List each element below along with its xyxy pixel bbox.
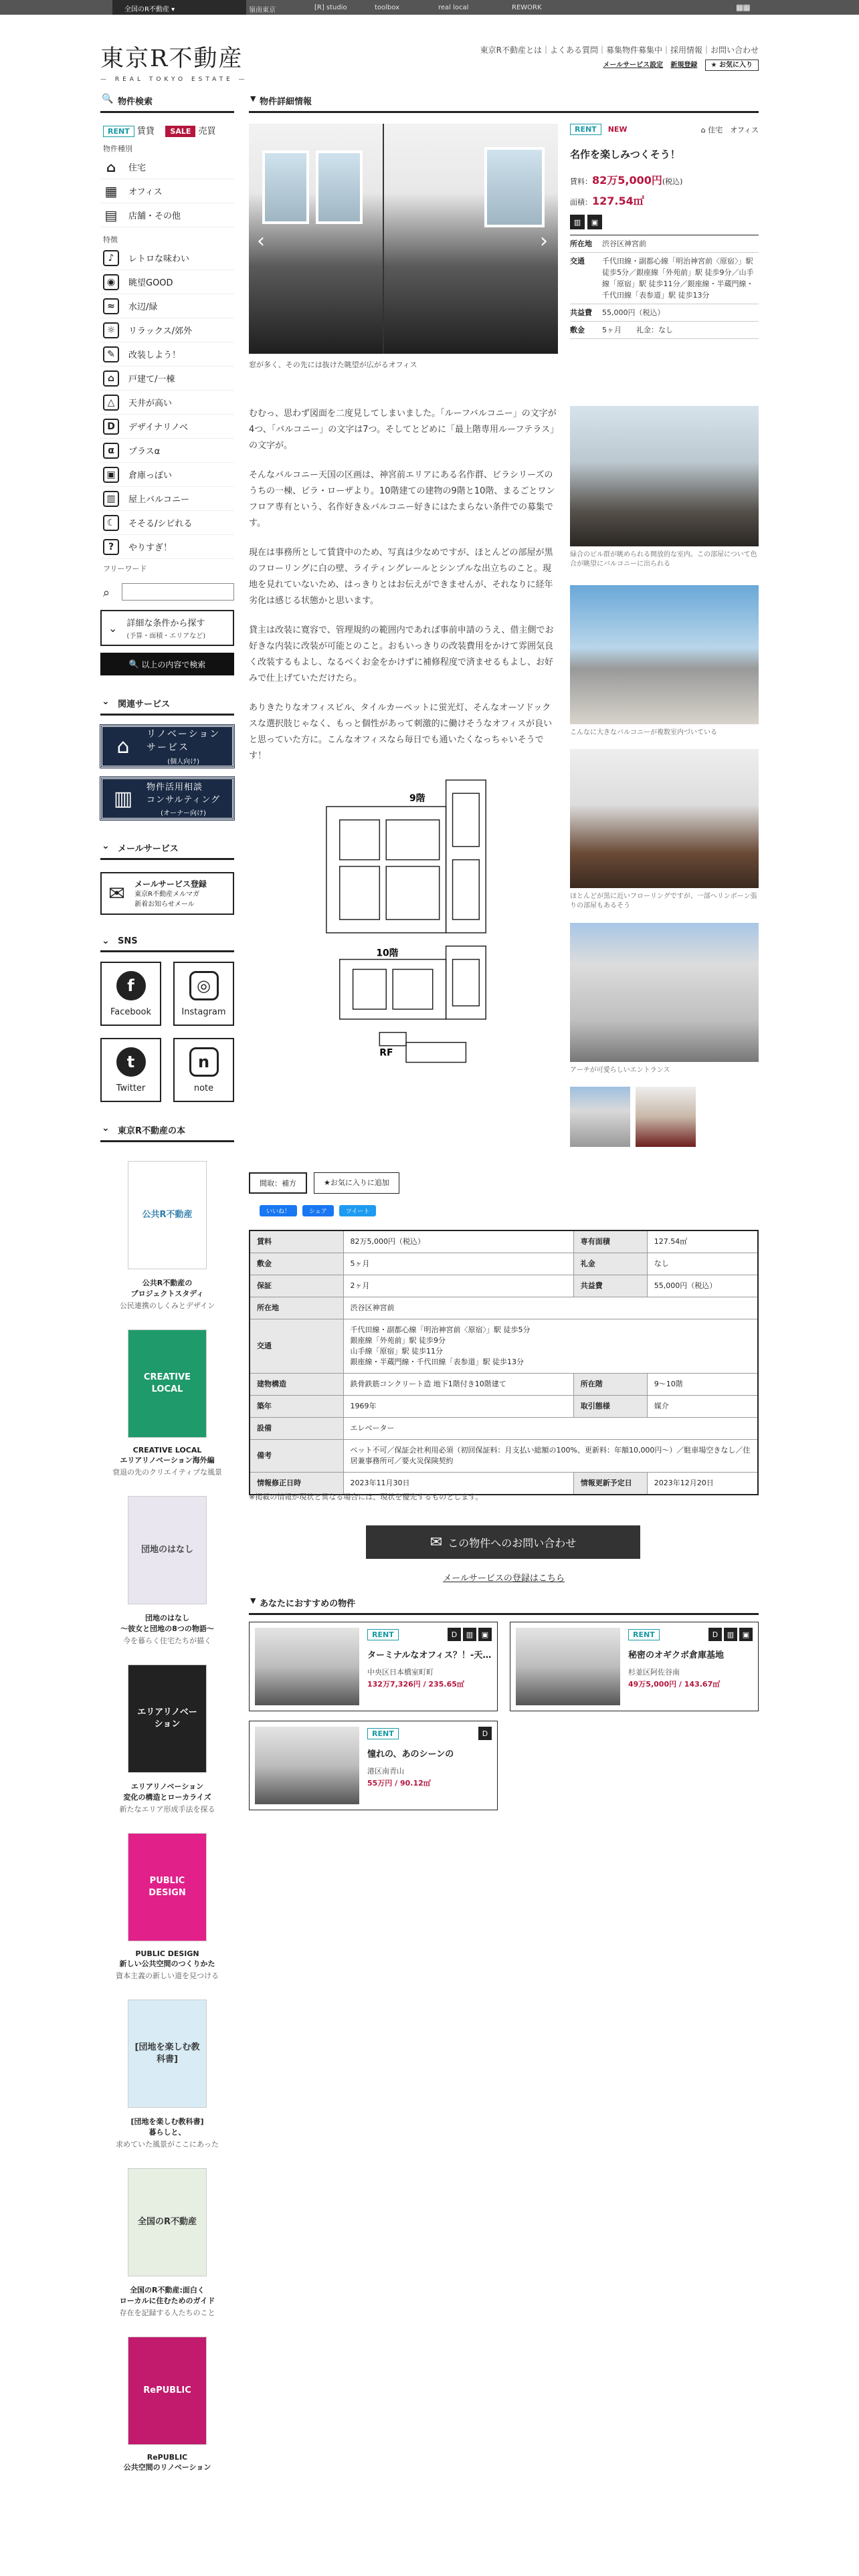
side-photo[interactable] [570, 406, 759, 569]
book-title: 全国のR不動産:面白く ローカルに住むためのガイド [119, 2286, 215, 2305]
sidebar-filter-item[interactable] [100, 179, 234, 203]
topbar-link[interactable]: 嶺南東京 [249, 7, 276, 14]
detail-value: 媒介 [647, 1396, 758, 1418]
filter-label: レトロな味わい [128, 254, 190, 264]
mail-heading: ⌄ メールサービス [100, 837, 234, 860]
photo-window [262, 150, 309, 224]
consult-sub: (オーナー向け) [161, 810, 206, 817]
mail-sub2: 新着お知らせメール [134, 900, 195, 908]
roof-floor-label: RF [379, 1047, 393, 1059]
register-link[interactable]: 新規登録 [670, 62, 698, 69]
detail-label: 所在地 [250, 1297, 343, 1319]
search-icon: ⌕ [103, 586, 110, 600]
topbar-link[interactable]: REWORK [512, 4, 542, 11]
description-paragraph: 現在は事務所として賃貸中のため、写真は少なめですが、ほとんどの部屋が黒のフローリングに白の壁、ライティングレールとシンプルな出立ちのこと。現地を見れていないため、はっきりとはお伝えができませんが、それなりに経年劣化は感じる状態かと思います。 [249, 548, 553, 606]
filter-label: やりすぎ！ [128, 543, 173, 553]
recommend-address: 中央区日本橋室町町 [367, 1668, 434, 1677]
chevron-right-icon[interactable]: › [540, 229, 548, 253]
description-paragraph: 貸主は改装に寛容で、管理規約の範囲内であれば事前申請のうえ、借主側でお好きな内装に改装が可能とのこと。おもいっきりの改装費用をかけて雰囲気良く改装するもよし、なるべくお金をかけずに補修程度で済ませるもよし、お好みで仕上げていただけたら。 [249, 625, 554, 683]
action-buttons [249, 1172, 399, 1194]
facebook-icon: f [116, 971, 146, 1000]
recommend-icons [708, 1628, 753, 1641]
filter-icon: D [103, 419, 119, 435]
description-paragraph: そんなバルコニー天国の区画は、神宮前エリアにある名作群、ビラシリーズのうちの一棟、ビラ・ローザより。10階建ての建物の9階と10階、まるごとワンフロア専有という、名作好き＆バルコニー好きにはたまらない条件での募集です。 [249, 470, 555, 528]
key-row [570, 322, 759, 339]
recommend-card[interactable] [249, 1622, 498, 1711]
type-list [100, 155, 234, 227]
site-logo[interactable]: 東京R不動産 — REAL TOKYO ESTATE — [100, 45, 248, 83]
recommend-card[interactable] [510, 1622, 759, 1711]
header-nav[interactable]: 東京R不動産とは｜よくある質問｜募集物件募集中｜採用情報｜お問い合わせ [480, 45, 759, 55]
topbar-link[interactable]: toolbox [375, 4, 400, 11]
recommend-title: 憧れの、あのシーンの [367, 1749, 454, 1759]
filter-label: 改装しよう！ [128, 350, 181, 360]
chevron-down-icon: ▼ [250, 94, 256, 103]
floor-plan[interactable] [312, 772, 506, 1067]
mail-sub1: 東京R不動産メルマガ [134, 890, 200, 898]
key-info-table [570, 235, 759, 339]
sidebar-filter-item[interactable] [100, 318, 234, 342]
sidebar-filter-item[interactable] [100, 511, 234, 535]
detail-row [250, 1374, 758, 1396]
book-item[interactable] [100, 1665, 234, 1814]
type-label: 物件種別 [103, 144, 132, 153]
rent-badge: RENT [628, 1629, 660, 1640]
detail-value: 渋谷区神宮前 [343, 1297, 758, 1319]
rent-badge: RENT [570, 124, 601, 135]
advanced-title: 詳細な条件から探す [126, 619, 205, 629]
contact-button[interactable]: ✉ この物件へのお問い合わせ [366, 1525, 640, 1559]
detail-row [250, 1253, 758, 1275]
detail-label: 敷金 [250, 1253, 343, 1275]
detail-value: 127.54㎡ [647, 1230, 758, 1253]
category-icon: ▣ [478, 1628, 492, 1641]
favorites-button[interactable]: ★ お気に入り [705, 60, 759, 71]
description-paragraph: ありきたりなオフィスビル、タイルカーペットに蛍光灯、そんなオーソドックスな選択肢じゃなく、もっと個性があって刺激的に働けそうなオフィスが良いと思っていた方に。こんなオフィスなら毎日でも通いたくなっちゃいそうです！ [249, 703, 553, 761]
filter-label: リラックス/郊外 [128, 326, 192, 336]
category-icon: ▥ [724, 1628, 737, 1641]
key-value: 55,000円（税込） [602, 308, 665, 317]
detail-row [250, 1418, 758, 1440]
sidebar-filter-item[interactable] [100, 415, 234, 439]
twitter-link[interactable] [100, 1038, 161, 1102]
book-subtitle: 公民連携のしくみとデザイン [119, 1301, 215, 1310]
detail-value: 1969年 [343, 1396, 573, 1418]
property-detail-table [249, 1230, 759, 1495]
like-button[interactable]: いいね！ [260, 1205, 297, 1216]
detail-label: 専有面積 [573, 1230, 647, 1253]
note-icon: n [189, 1047, 219, 1077]
detail-label: 備考 [250, 1440, 343, 1473]
filter-label: 戸建て/一棟 [128, 374, 175, 385]
key-value: 渋谷区神宮前 [602, 239, 646, 248]
book-cover: [団地を楽しむ教科書] [128, 2000, 207, 2108]
house-icon: ⌂ [116, 734, 130, 758]
grid-menu-icon[interactable]: ▦▦ [736, 3, 750, 12]
sns-label: Twitter [116, 1083, 146, 1093]
detail-label: 建物構造 [250, 1374, 343, 1396]
sidebar-filter-item[interactable] [100, 439, 234, 463]
sns-heading: ⌄ SNS [100, 932, 234, 952]
photo-gallery[interactable] [249, 124, 558, 354]
sidebar-filter-item[interactable] [100, 391, 234, 415]
category-label: ⌂ 住宅 オフィス [700, 125, 759, 134]
key-row [570, 253, 759, 304]
property-summary [570, 124, 759, 339]
price-line: 賃料：82万5,000円(税込) [570, 174, 683, 187]
book-item[interactable] [100, 1161, 234, 1311]
sidebar-filter-item[interactable] [100, 294, 234, 318]
category-icon: D [708, 1628, 722, 1641]
nationwide-menu[interactable]: 全国のR不動産 ▾ [112, 0, 246, 15]
book-subtitle: 新たなエリア形成手法を探る [119, 1805, 215, 1814]
book-subtitle: 求めていた風景がここにあった [116, 2140, 219, 2149]
filter-label: 住宅 [128, 163, 147, 173]
detail-row [250, 1440, 758, 1473]
detail-row [250, 1319, 758, 1374]
image-icon: ▣ [587, 215, 602, 229]
sidebar [100, 90, 234, 2474]
side-photo[interactable] [570, 585, 759, 738]
book-subtitle: 衰退の先のクリエイティブな風景 [112, 1468, 222, 1477]
global-topbar [0, 0, 859, 15]
book-cover: 団地のはなし [128, 1496, 207, 1604]
recommend-icons [448, 1628, 492, 1641]
filter-label: オフィス [128, 187, 163, 197]
photo-window [316, 150, 363, 224]
recommend-address: 杉並区阿佐谷南 [628, 1668, 680, 1677]
freeword-box [100, 582, 234, 603]
filter-icon: ▣ [103, 467, 119, 483]
instagram-icon: ◎ [189, 971, 219, 1000]
books-heading: ⌄ 東京R不動産の本 [100, 1119, 234, 1142]
category-icon: ▣ [739, 1628, 753, 1641]
sidebar-filter-item[interactable] [100, 270, 234, 294]
sidebar-filter-item[interactable] [100, 463, 234, 487]
filter-icon: ▦ [104, 183, 118, 199]
rent-tag[interactable]: RENT [103, 126, 134, 137]
area-value: 127.54㎡ [592, 195, 644, 207]
key-row [570, 235, 759, 253]
filter-icon: ? [103, 539, 119, 555]
detail-row [250, 1297, 758, 1319]
filter-label: 倉庫っぽい [128, 471, 173, 481]
sidebar-filter-item[interactable] [100, 342, 234, 366]
detail-value: 2023年12月20日 [647, 1473, 758, 1495]
rent-label[interactable]: 賃貸 [136, 126, 155, 136]
book-cover: エリアリノベーション [128, 1665, 207, 1773]
book-item[interactable] [100, 1496, 234, 1646]
thumbnail[interactable] [570, 1087, 630, 1147]
category-icon: D [448, 1628, 461, 1641]
key-value: 5ヶ月 礼金：なし [602, 326, 673, 334]
chevron-down-icon: ▼ [250, 1596, 256, 1605]
chevron-icon: ⌄ [102, 936, 110, 946]
sidebar-filter-item[interactable] [100, 366, 234, 391]
detail-label: 賃料 [250, 1230, 343, 1253]
filter-label: 天井が高い [128, 399, 173, 409]
category-icon: D [478, 1727, 492, 1740]
rent-sale-toggle [103, 124, 234, 136]
filter-icon: △ [103, 395, 119, 411]
side-photo[interactable] [570, 749, 759, 911]
thumbnail-strip [570, 1087, 696, 1147]
filter-icon: ⌂ [103, 370, 119, 387]
search-submit-button[interactable]: 🔍 以上の内容で検索 [100, 653, 234, 675]
house-icon: ⌂ [700, 125, 708, 134]
detail-value: なし [647, 1253, 758, 1275]
feature-label: 特徴 [103, 235, 118, 244]
recommend-title: 秘密のオギクボ倉庫基地 [628, 1650, 725, 1660]
sidebar-filter-item[interactable] [100, 246, 234, 270]
book-item[interactable] [100, 2168, 234, 2318]
share-button[interactable]: シェア [302, 1205, 334, 1216]
reno-sub: (個人向け) [167, 758, 200, 766]
envelope-icon: ✉ [108, 881, 126, 905]
detail-label: 情報更新予定日 [573, 1473, 647, 1495]
filter-icon: ◉ [103, 274, 119, 290]
facebook-link[interactable] [100, 962, 161, 1026]
side-photo-caption: ほとんどが黒に近いフローリングですが、一部ヘリンボーン張りの部屋もあるそう [570, 893, 757, 909]
filter-icon: ▥ [103, 491, 119, 507]
feature-icons [570, 215, 759, 229]
header-sub [603, 59, 759, 69]
freeword-input[interactable] [122, 583, 234, 601]
filter-label: 眺望GOOD [128, 278, 173, 288]
filter-icon: ♪ [103, 250, 119, 266]
recommend-photo [255, 1628, 359, 1705]
section-heading: ▼ 物件詳細情報 [249, 90, 759, 113]
filter-icon: ☼ [103, 322, 119, 338]
book-title: CREATIVE LOCAL エリアリノベーション海外編 [120, 1446, 215, 1465]
side-photo[interactable] [570, 923, 759, 1075]
mail-service-link[interactable]: メールサービス設定 [603, 62, 664, 69]
detail-label: 取引態様 [573, 1396, 647, 1418]
book-cover: 公共R不動産 [128, 1161, 207, 1269]
add-favorite-button[interactable]: ★お気に入りに追加 [314, 1172, 399, 1194]
book-subtitle: 存在を記録する人たちのこと [119, 2309, 215, 2317]
recommend-photo [516, 1628, 620, 1705]
key-row [570, 304, 759, 322]
sidebar-filter-item[interactable] [100, 203, 234, 227]
description [249, 406, 557, 778]
feature-list [100, 246, 234, 559]
detail-label: 共益費 [573, 1275, 647, 1297]
book-title: 公共R不動産の プロジェクトスタディ [130, 1279, 204, 1298]
description-paragraph: むむっ、思わず図面を二度見してしまいました。「ルーフバルコニー」の文字が4つ、「バルコニー」の文字は7つ。そしてとどめに「最上階専用ルーフテラス」の文字が。 [249, 409, 557, 451]
mail-main: メールサービス登録 [134, 879, 207, 889]
chevron-icon: ⌄ [102, 696, 110, 707]
book-item[interactable] [100, 1329, 234, 1477]
book-cover: PUBLIC DESIGN [128, 1833, 207, 1941]
filter-label: 水辺/緑 [128, 302, 158, 312]
detail-label: 築年 [250, 1396, 343, 1418]
search-icon: 🔍 [128, 659, 142, 669]
side-photo-caption: アーチが可愛らしいエントランス [570, 1067, 670, 1074]
filter-icon: ✎ [103, 346, 119, 362]
advanced-search-button[interactable] [100, 610, 234, 646]
chevron-down-icon: ⌄ [108, 621, 118, 635]
thumbnail[interactable] [636, 1087, 696, 1147]
chevron-left-icon[interactable]: ‹ [257, 229, 265, 253]
mail-register-link[interactable]: メールサービスの登録はこちら [443, 1574, 565, 1584]
detail-value: 9〜10階 [647, 1374, 758, 1396]
instagram-link[interactable] [173, 962, 234, 1026]
book-title: エリアリノベーション 変化の構造とローカライズ [123, 1782, 211, 1802]
search-icon: 🔍 [102, 94, 114, 104]
gallery-photo [384, 124, 558, 354]
recommend-title: ターミナルなオフィス？！-天… [367, 1650, 492, 1660]
filter-label: 店舗・その他 [128, 211, 181, 221]
renovation-service-banner[interactable] [100, 725, 234, 768]
filter-label: デザイナリノベ [128, 423, 189, 433]
building-icon: ▥ [570, 215, 585, 229]
recommend-heading: ▼ あなたにおすすめの物件 [249, 1592, 759, 1615]
sale-tag[interactable]: SALE [165, 126, 195, 137]
tweet-button[interactable]: ツイート [339, 1205, 377, 1216]
book-item[interactable] [100, 2000, 234, 2149]
book-cover: 全国のR不動産 [128, 2168, 207, 2276]
sns-label: note [193, 1083, 214, 1093]
detail-value: 鉄骨鉄筋コンクリート造 地下1階付き10階建て [343, 1374, 573, 1396]
key-label: 所在地 [570, 239, 592, 248]
filter-icon: ⌂ [106, 158, 116, 175]
main-content [249, 90, 759, 1788]
book-cover: CREATIVE LOCAL [128, 1329, 207, 1438]
filter-icon: ≈ [103, 298, 119, 314]
area-line: 面積：127.54㎡ [570, 195, 644, 207]
recommend-price: 49万5,000円 / 143.67㎡ [628, 1680, 721, 1689]
sidebar-filter-item[interactable] [100, 535, 234, 559]
detail-value: 千代田線・副都心線「明治神宮前〈原宿〉」駅 徒歩5分 銀座線「外苑前」駅 徒歩9分 山手線「原宿」駅 徒歩11分 銀座線・半蔵門線・千代田線「表参道」駅 徒歩13分 [343, 1319, 758, 1374]
property-title: 名作を楽しみつくそう！ [570, 148, 680, 160]
detail-value: 55,000円（税込） [647, 1275, 758, 1297]
twitter-icon: t [116, 1047, 146, 1077]
related-heading: ⌄ 関連サービス [100, 693, 234, 716]
detail-value: エレベーター [343, 1418, 758, 1440]
detail-row [250, 1275, 758, 1297]
recommend-section [249, 1592, 759, 1615]
building-icon: ▥ [113, 786, 133, 811]
reno-title: リノベーション サービス [147, 729, 221, 753]
detail-row [250, 1396, 758, 1418]
rent-badge: RENT [367, 1728, 399, 1739]
recommend-icons [478, 1727, 492, 1740]
chevron-icon: ⌄ [102, 841, 110, 851]
key-label: 交通 [570, 257, 585, 265]
recommend-card[interactable] [249, 1721, 498, 1810]
category-icon: ▥ [463, 1628, 476, 1641]
consulting-banner[interactable] [100, 777, 234, 820]
envelope-icon: ✉ [430, 1533, 443, 1551]
gallery-photo [249, 124, 383, 354]
recommend-price: 55万円 / 90.12㎡ [367, 1779, 431, 1788]
consult-title: 物件活用相談 コンサルティング [147, 782, 221, 805]
filter-icon: ☾ [103, 515, 119, 531]
detail-value: 5ヶ月 [343, 1253, 573, 1275]
floorplan-button[interactable]: 間取：補方 [249, 1172, 307, 1194]
freeword-label: フリーワード [103, 564, 147, 573]
book-item[interactable] [100, 2337, 234, 2472]
key-label: 共益費 [570, 308, 592, 317]
detail-value: 2ヶ月 [343, 1275, 573, 1297]
book-cover: RePUBLIC [128, 2337, 207, 2445]
filter-icon: α [103, 443, 119, 459]
new-badge: NEW [607, 125, 628, 134]
detail-label: 情報修正日時 [250, 1473, 343, 1495]
topbar-link[interactable]: [R] studio [314, 4, 347, 11]
book-subtitle: 資本主義の新しい道を見つける [116, 1971, 219, 1980]
rent-badge: RENT [367, 1629, 399, 1640]
recommend-photo [255, 1727, 359, 1804]
floor-10-label: 10階 [376, 948, 399, 959]
detail-value: ペット不可／保証会社利用必須（初回保証料：月支払い総額の100%、更新料：年額10,000円〜）／駐車場空きなし／住居兼事務所可／要火災保険契約 [343, 1440, 758, 1473]
detail-label: 交通 [250, 1319, 343, 1374]
key-value: 千代田線・副都心線「明治神宮前〈原宿〉」駅 徒歩5分／銀座線「外苑前」駅 徒歩9分／山手線「原宿」駅 徒歩11分／銀座線・半蔵門線・千代田線「表参道」駅 徒歩13分 [602, 257, 754, 300]
mail-service-banner[interactable] [100, 872, 234, 915]
detail-label: 所在階 [573, 1374, 647, 1396]
filter-label: そそる/シビれる [128, 519, 193, 529]
detail-row [250, 1230, 758, 1253]
detail-label: 保証 [250, 1275, 343, 1297]
book-title: [団地を楽しむ教科書] 暮らしと、 [130, 2117, 204, 2137]
floor-9-label: 9階 [409, 793, 425, 804]
sns-grid [100, 962, 234, 1102]
topbar-link[interactable]: real local [438, 4, 469, 11]
site-header [100, 15, 759, 82]
sidebar-filter-item[interactable] [100, 487, 234, 511]
book-list [100, 1161, 234, 2472]
book-title: 団地のはなし ～彼女と団地の8つの物語～ [120, 1614, 214, 1633]
disclaimer-note: ※掲載の情報が現状と異なる場合には、現状を優先するものとします。 [249, 1493, 483, 1501]
recommend-price: 132万7,326円 / 235.65㎡ [367, 1680, 464, 1689]
price-value: 82万5,000円 [592, 174, 662, 187]
detail-label: 設備 [250, 1418, 343, 1440]
detail-label: 礼金 [573, 1253, 647, 1275]
sale-label[interactable]: 売買 [198, 126, 216, 136]
book-title: RePUBLIC 公共空間のリノベーション [123, 2453, 211, 2472]
detail-value: 2023年11月30日 [343, 1473, 573, 1495]
search-heading: 🔍 物件検索 [100, 90, 234, 113]
filter-label: プラスα [128, 447, 161, 457]
book-subtitle: 今を暮らく住宅たちが描く [123, 1636, 211, 1645]
side-photo-caption: こんなに大きなバルコニーが複数室内づいている [570, 729, 717, 736]
photo-window [484, 147, 545, 227]
gallery-caption: 窓が多く、その先には抜けた眺望が広がるオフィス [249, 360, 417, 369]
sns-label: Instagram [181, 1006, 226, 1017]
sns-label: Facebook [110, 1006, 152, 1017]
recommend-address: 港区南青山 [367, 1767, 404, 1776]
book-item[interactable] [100, 1833, 234, 1981]
note-link[interactable] [173, 1038, 234, 1102]
detail-value: 82万5,000円（税込） [343, 1230, 573, 1253]
filter-label: 屋上バルコニー [128, 495, 190, 505]
book-title: PUBLIC DESIGN 新しい公共空間のつくりかた [119, 1949, 215, 1968]
filter-icon: ▤ [104, 207, 118, 223]
sidebar-filter-item[interactable] [100, 155, 234, 179]
advanced-sub: (予算・面積・エリアなど) [126, 633, 206, 640]
chevron-icon: ⌄ [102, 1123, 110, 1134]
key-label: 敷金 [570, 326, 585, 334]
share-buttons [260, 1205, 376, 1216]
side-photo-caption: 緑合のビル群が眺められる開放的な室内。この部屋について色合が眺望にバルコニーに出られる [570, 551, 757, 568]
